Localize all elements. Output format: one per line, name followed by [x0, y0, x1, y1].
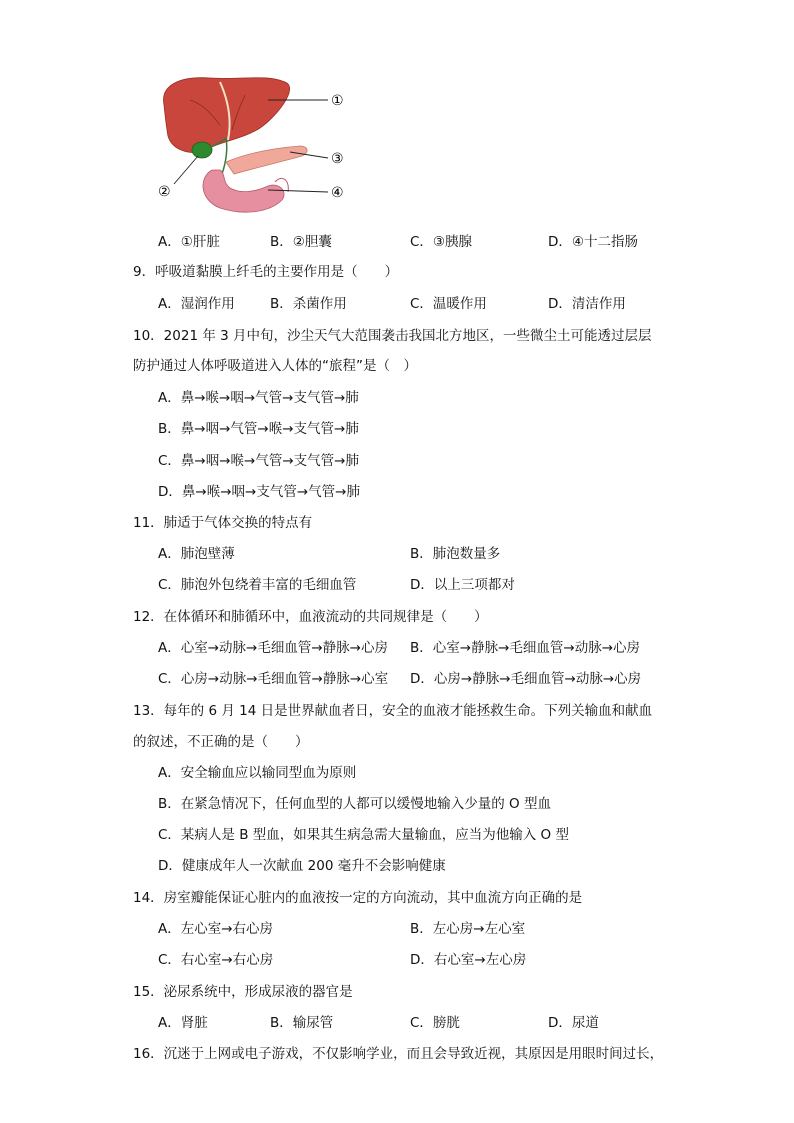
- q10-option-d: D．鼻→喉→咽→支气管→气管→肺: [158, 484, 360, 500]
- q14-option-c: C．右心室→右心房: [158, 952, 274, 968]
- q13-stem-line1: 13．每年的 6 月 14 日是世界献血者日，安全的血液才能拯救生命。下列关输血和献血: [133, 703, 653, 719]
- q14-stem: 14．房室瓣能保证心脏内的血液按一定的方向流动，其中血流方向正确的是: [133, 890, 583, 906]
- figure-label-3: ③: [331, 151, 344, 167]
- q12-option-d: D．心房→静脉→毛细血管→动脉→心房: [410, 671, 642, 687]
- q14-option-b: B．左心房→左心室: [410, 921, 526, 937]
- q11-option-b: B．肺泡数量多: [410, 546, 501, 562]
- q10-stem-line2: 防护通过人体呼吸道进入人体的“旅程”是（ ）: [133, 358, 417, 374]
- q16-stem: 16．沉迷于上网或电子游戏，不仅影响学业，而且会导致近视，其原因是用眼时间过长，: [133, 1046, 664, 1062]
- q14-option-a: A．左心室→右心房: [158, 921, 274, 937]
- q9-option-c: C．温暖作用: [410, 296, 487, 312]
- q15-option-d: D．尿道: [548, 1015, 599, 1031]
- q10-option-c: C．鼻→咽→喉→气管→支气管→肺: [158, 453, 359, 469]
- q12-option-c: C．心房→动脉→毛细血管→静脉→心室: [158, 671, 389, 687]
- q9-stem: 9．呼吸道黏膜上纤毛的主要作用是（ ）: [133, 264, 399, 280]
- q11-stem: 11．肺适于气体交换的特点有: [133, 515, 313, 531]
- q9-option-a: A．湿润作用: [158, 296, 235, 312]
- q15-option-c: C．膀胱: [410, 1015, 460, 1031]
- q10-option-a: A．鼻→喉→咽→气管→支气管→肺: [158, 390, 359, 406]
- q15-stem: 15．泌尿系统中，形成尿液的器官是: [133, 984, 353, 1000]
- gallbladder-shape: [192, 142, 212, 158]
- q8-option-a: A．①肝脏: [158, 234, 220, 250]
- q8-option-b: B．②胆囊: [270, 234, 332, 250]
- q12-option-a: A．心室→动脉→毛细血管→静脉→心房: [158, 640, 388, 656]
- q14-option-d: D．右心室→左心房: [410, 952, 527, 968]
- q13-option-b: B．在紧急情况下，任何血型的人都可以缓慢地输入少量的 O 型血: [158, 796, 551, 812]
- q13-option-d: D．健康成年人一次献血 200 毫升不会影响健康: [158, 858, 446, 874]
- q8-option-d: D．④十二指肠: [548, 234, 638, 250]
- q10-stem-line1: 10．2021 年 3 月中旬，沙尘天气大范围袭击我国北方地区，一些微尘土可能透过层层: [133, 328, 652, 344]
- q9-option-b: B．杀菌作用: [270, 296, 347, 312]
- q11-option-a: A．肺泡壁薄: [158, 546, 235, 562]
- q10-option-b: B．鼻→咽→气管→喉→支气管→肺: [158, 421, 359, 437]
- pancreas-shape: [226, 146, 307, 174]
- figure-label-2: ②: [158, 184, 171, 200]
- q13-stem-line2: 的叙述，不正确的是（ ）: [133, 734, 309, 750]
- q11-option-c: C．肺泡外包绕着丰富的毛细血管: [158, 577, 357, 593]
- digestive-organs-figure: [150, 70, 370, 220]
- figure-label-4: ④: [331, 185, 344, 201]
- duodenum-shape: [203, 170, 284, 212]
- q15-option-b: B．输尿管: [270, 1015, 334, 1031]
- q8-option-c: C．③胰腺: [410, 234, 473, 250]
- q12-stem: 12．在体循环和肺循环中，血液流动的共同规律是（ ）: [133, 609, 488, 625]
- q9-option-d: D．清洁作用: [548, 296, 626, 312]
- q15-option-a: A．肾脏: [158, 1015, 208, 1031]
- q13-option-c: C．某病人是 B 型血，如果其生病急需大量输血，应当为他输入 O 型: [158, 827, 569, 843]
- q12-option-b: B．心室→静脉→毛细血管→动脉→心房: [410, 640, 641, 656]
- q11-option-d: D．以上三项都对: [410, 577, 515, 593]
- q13-option-a: A．安全输血应以输同型血为原则: [158, 765, 357, 781]
- figure-label-1: ①: [331, 93, 344, 109]
